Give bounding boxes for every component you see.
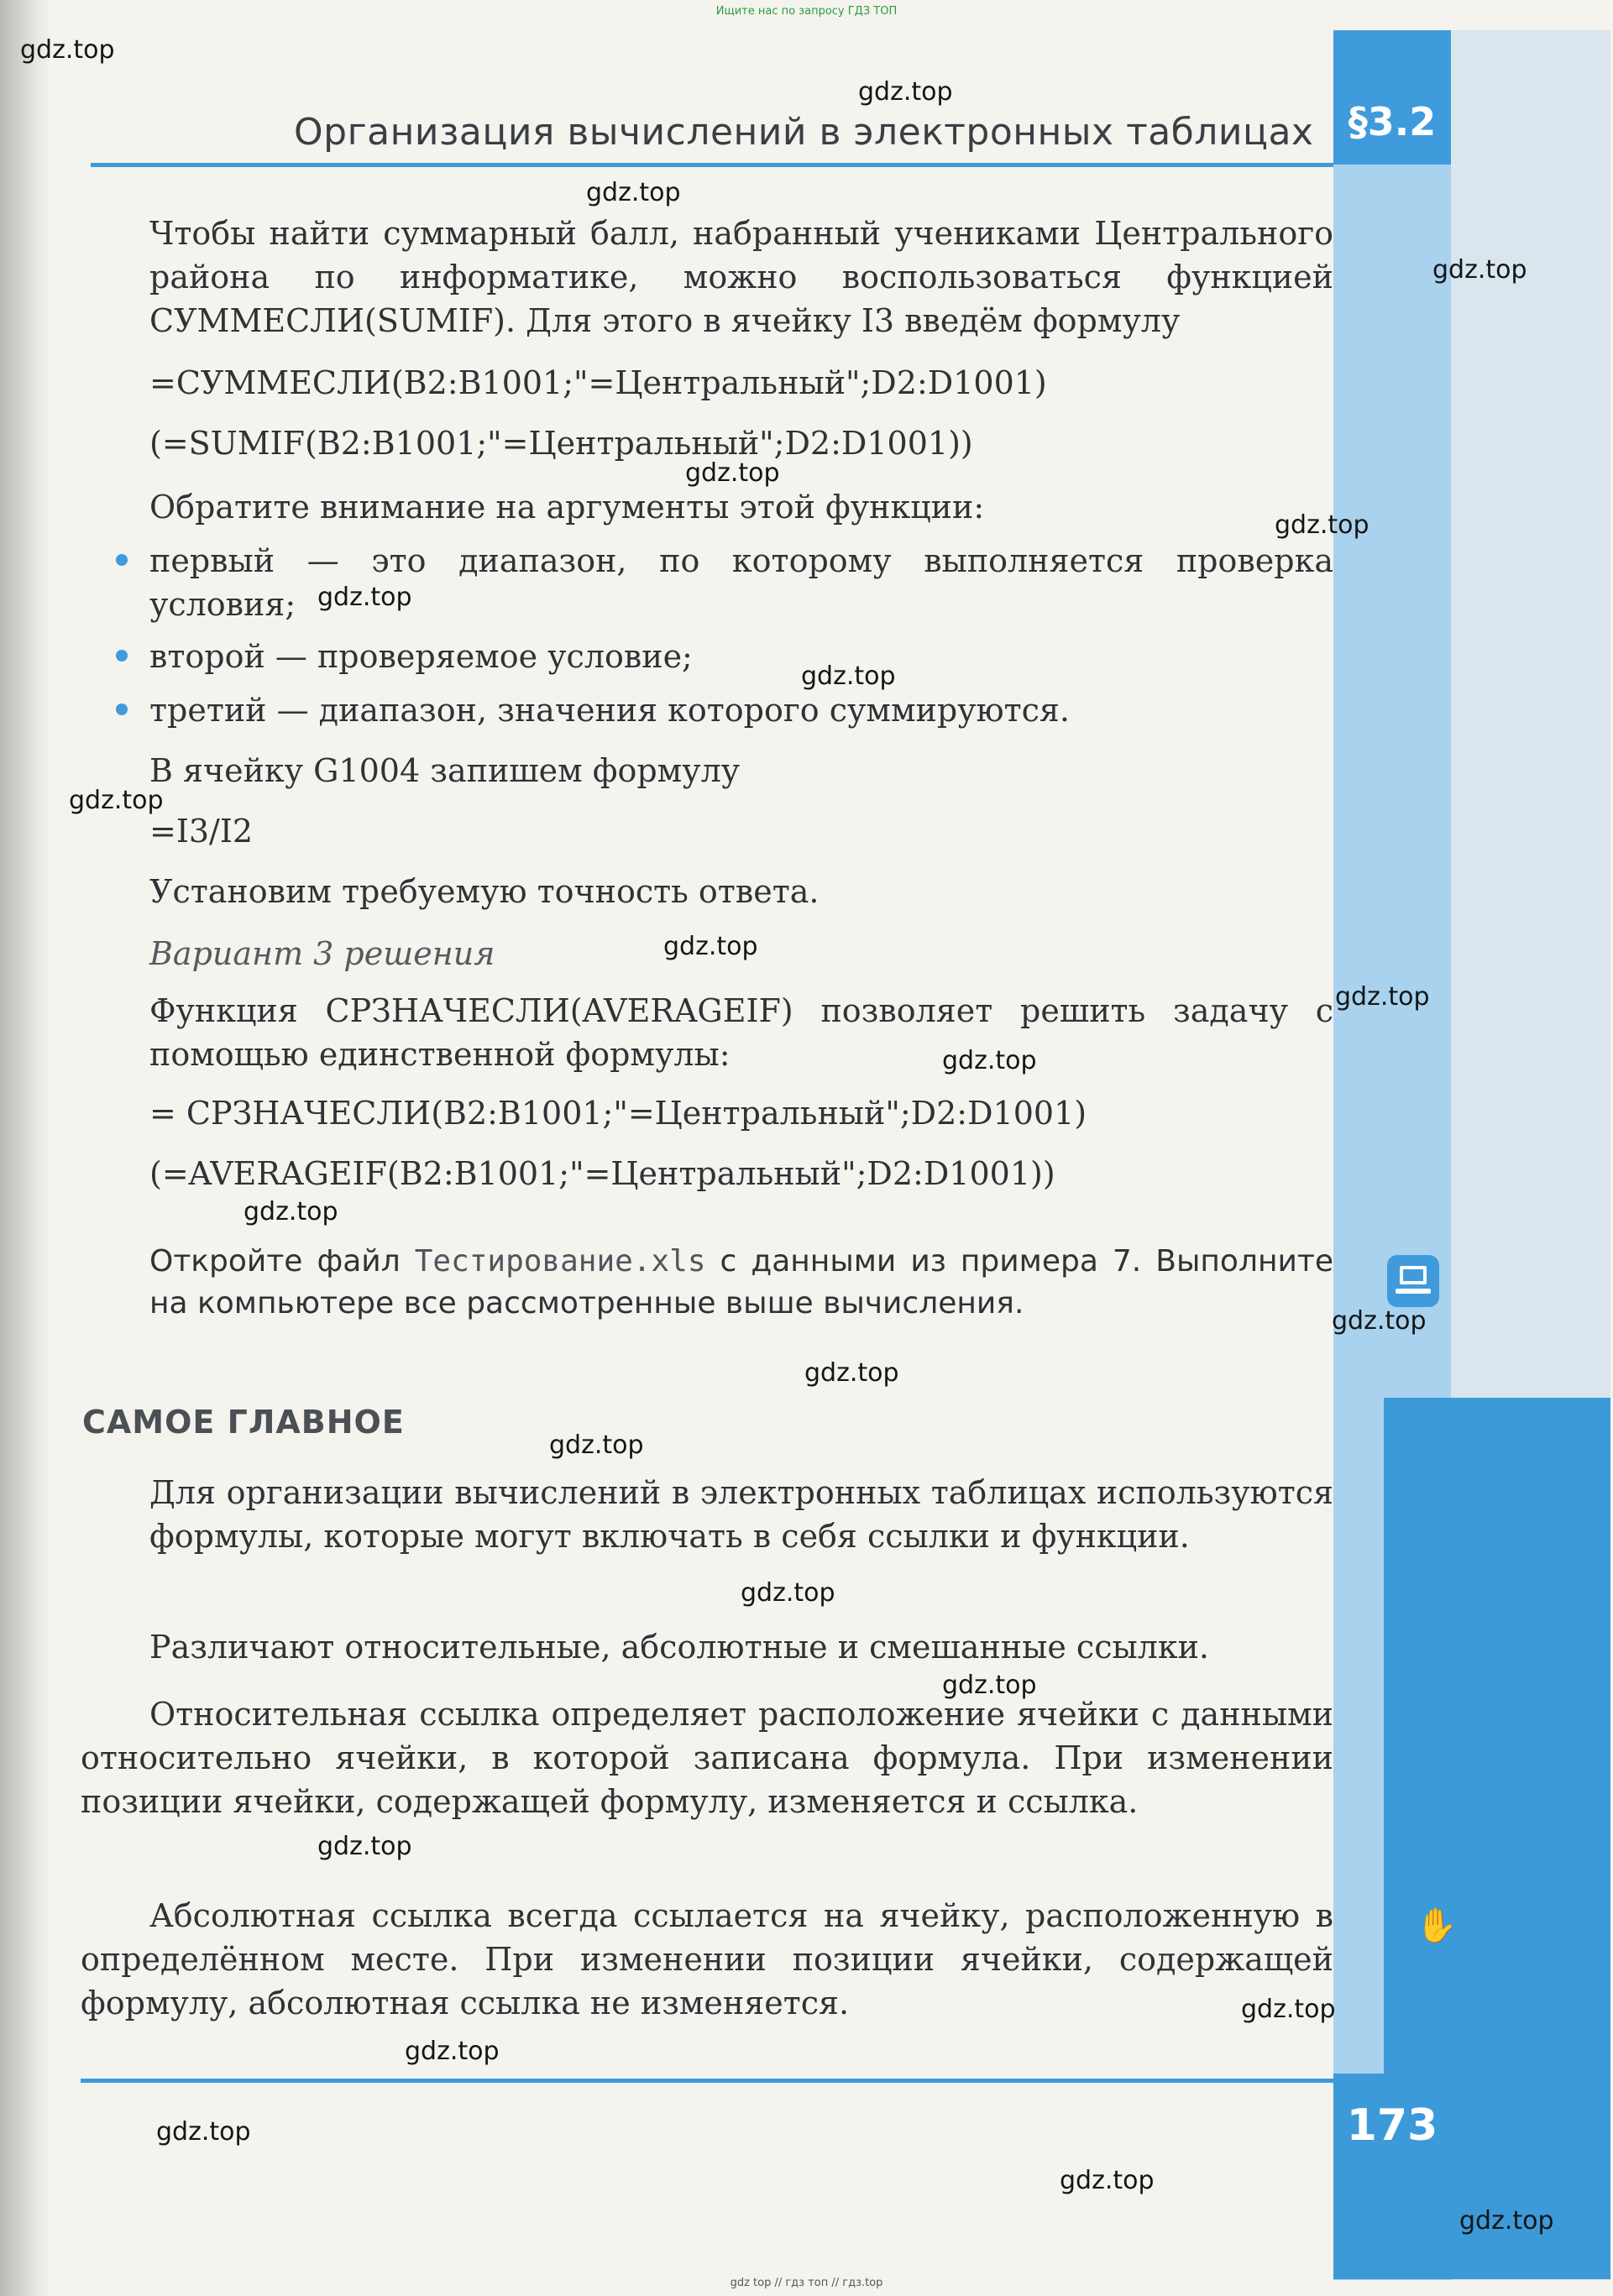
watermark: gdz.top	[1332, 1306, 1427, 1336]
variant-heading: Вариант 3 решения	[149, 935, 495, 972]
summary-paragraph-reference-types: Различают относительные, абсолютные и смешанные ссылки.	[149, 1629, 1210, 1666]
paragraph-sumif-intro: Чтобы найти суммарный балл, набранный учениками Центрального района по информатике, можно воспользоваться функцией СУММЕСЛИ(SUMIF). Для этого в ячейку I3 введём формулу	[149, 215, 1333, 339]
watermark: gdz.top	[1335, 982, 1430, 1012]
watermark: gdz.top	[1459, 2206, 1554, 2236]
watermark: gdz.top	[1060, 2166, 1155, 2195]
watermark: gdz.top	[663, 932, 758, 961]
top-note: Ищите нас по запросу ГДЗ ТОП	[715, 5, 898, 18]
list-item: первый — это диапазон, по которому выполняется проверка условия;	[149, 539, 1333, 626]
formula-sumif-en: (=SUMIF(B2:B1001;"=Центральный";D2:D1001))	[149, 425, 973, 462]
watermark: gdz.top	[801, 662, 896, 691]
summary-paragraph-formulas: Для организации вычислений в электронных таблицах используются формулы, которые могут включать в себя ссылки и функции.	[149, 1474, 1333, 1555]
watermark: gdz.top	[1241, 1995, 1336, 2024]
bottom-note: gdz top // гдз топ // гдз.top	[730, 2277, 883, 2289]
section-number: §3.2	[1348, 99, 1437, 144]
formula-sumif-ru: =СУММЕСЛИ(B2:B1001;"=Центральный";D2:D1001)	[149, 364, 1047, 401]
hand-icon: ✋	[1416, 1906, 1458, 1945]
section-tab	[1333, 30, 1451, 165]
page-header-title: Организация вычислений в электронных таблицах	[294, 111, 1314, 154]
paragraph-precision: Установим требуемую точность ответа.	[149, 873, 820, 910]
bullet-dot	[116, 554, 128, 566]
header-rule	[91, 163, 1333, 167]
paragraph-g1004: В ячейку G1004 запишем формулу	[149, 752, 741, 789]
footer-rule	[81, 2079, 1333, 2083]
formula-averageif-ru: = СРЗНАЧЕСЛИ(B2:B1001;"=Центральный";D2:D1001)	[149, 1095, 1087, 1132]
list-item: третий — диапазон, значения которого суммируются.	[149, 688, 1333, 732]
file-name: Тестирование.xls	[414, 1244, 706, 1279]
list-item: второй — проверяемое условие;	[149, 635, 1333, 678]
watermark: gdz.top	[244, 1197, 338, 1226]
watermark: gdz.top	[20, 35, 115, 65]
watermark: gdz.top	[69, 786, 164, 815]
watermark: gdz.top	[549, 1430, 644, 1460]
watermark: gdz.top	[942, 1046, 1037, 1075]
watermark: gdz.top	[685, 458, 780, 488]
watermark: gdz.top	[804, 1358, 899, 1388]
watermark: gdz.top	[1275, 510, 1369, 540]
watermark: gdz.top	[156, 2117, 251, 2147]
watermark: gdz.top	[405, 2037, 500, 2066]
summary-heading: САМОЕ ГЛАВНОЕ	[82, 1404, 405, 1441]
summary-paragraph-relative: Относительная ссылка определяет расположение ячейки с данными относительно ячейки, в которой записана формула. При изменении позиции ячейки, содержащей формулу, изменяется и ссылка.	[81, 1696, 1333, 1820]
page-number: 173	[1346, 2100, 1438, 2151]
formula-averageif-en: (=AVERAGEIF(B2:B1001;"=Центральный";D2:D1001))	[149, 1155, 1055, 1192]
watermark: gdz.top	[942, 1671, 1037, 1700]
watermark: gdz.top	[586, 178, 681, 207]
watermark: gdz.top	[741, 1578, 835, 1608]
watermark: gdz.top	[858, 77, 953, 107]
bullet-dot	[116, 650, 128, 662]
summary-paragraph-absolute: Абсолютная ссылка всегда ссылается на ячейку, расположенную в определённом месте. При изменении позиции ячейки, содержащей формулу, абсолютная ссылка не изменяется.	[81, 1897, 1333, 2021]
formula-ratio: =I3/I2	[149, 813, 254, 850]
watermark: gdz.top	[1432, 255, 1527, 285]
page-binding-shadow	[0, 0, 50, 2296]
computer-icon	[1387, 1255, 1439, 1307]
paragraph-arguments: Обратите внимание на аргументы этой функции:	[149, 489, 985, 526]
watermark: gdz.top	[317, 583, 412, 612]
paragraph-averageif: Функция СРЗНАЧЕСЛИ(AVERAGEIF) позволяет решить задачу с помощью единственной формулы:	[149, 992, 1333, 1073]
bullet-dot	[116, 703, 128, 715]
watermark: gdz.top	[317, 1832, 412, 1861]
computer-task: Откройте файл Тестирование.xls с данными из примера 7. Выполните на компьютере все рассмотренные выше вычисления.	[149, 1244, 1334, 1321]
